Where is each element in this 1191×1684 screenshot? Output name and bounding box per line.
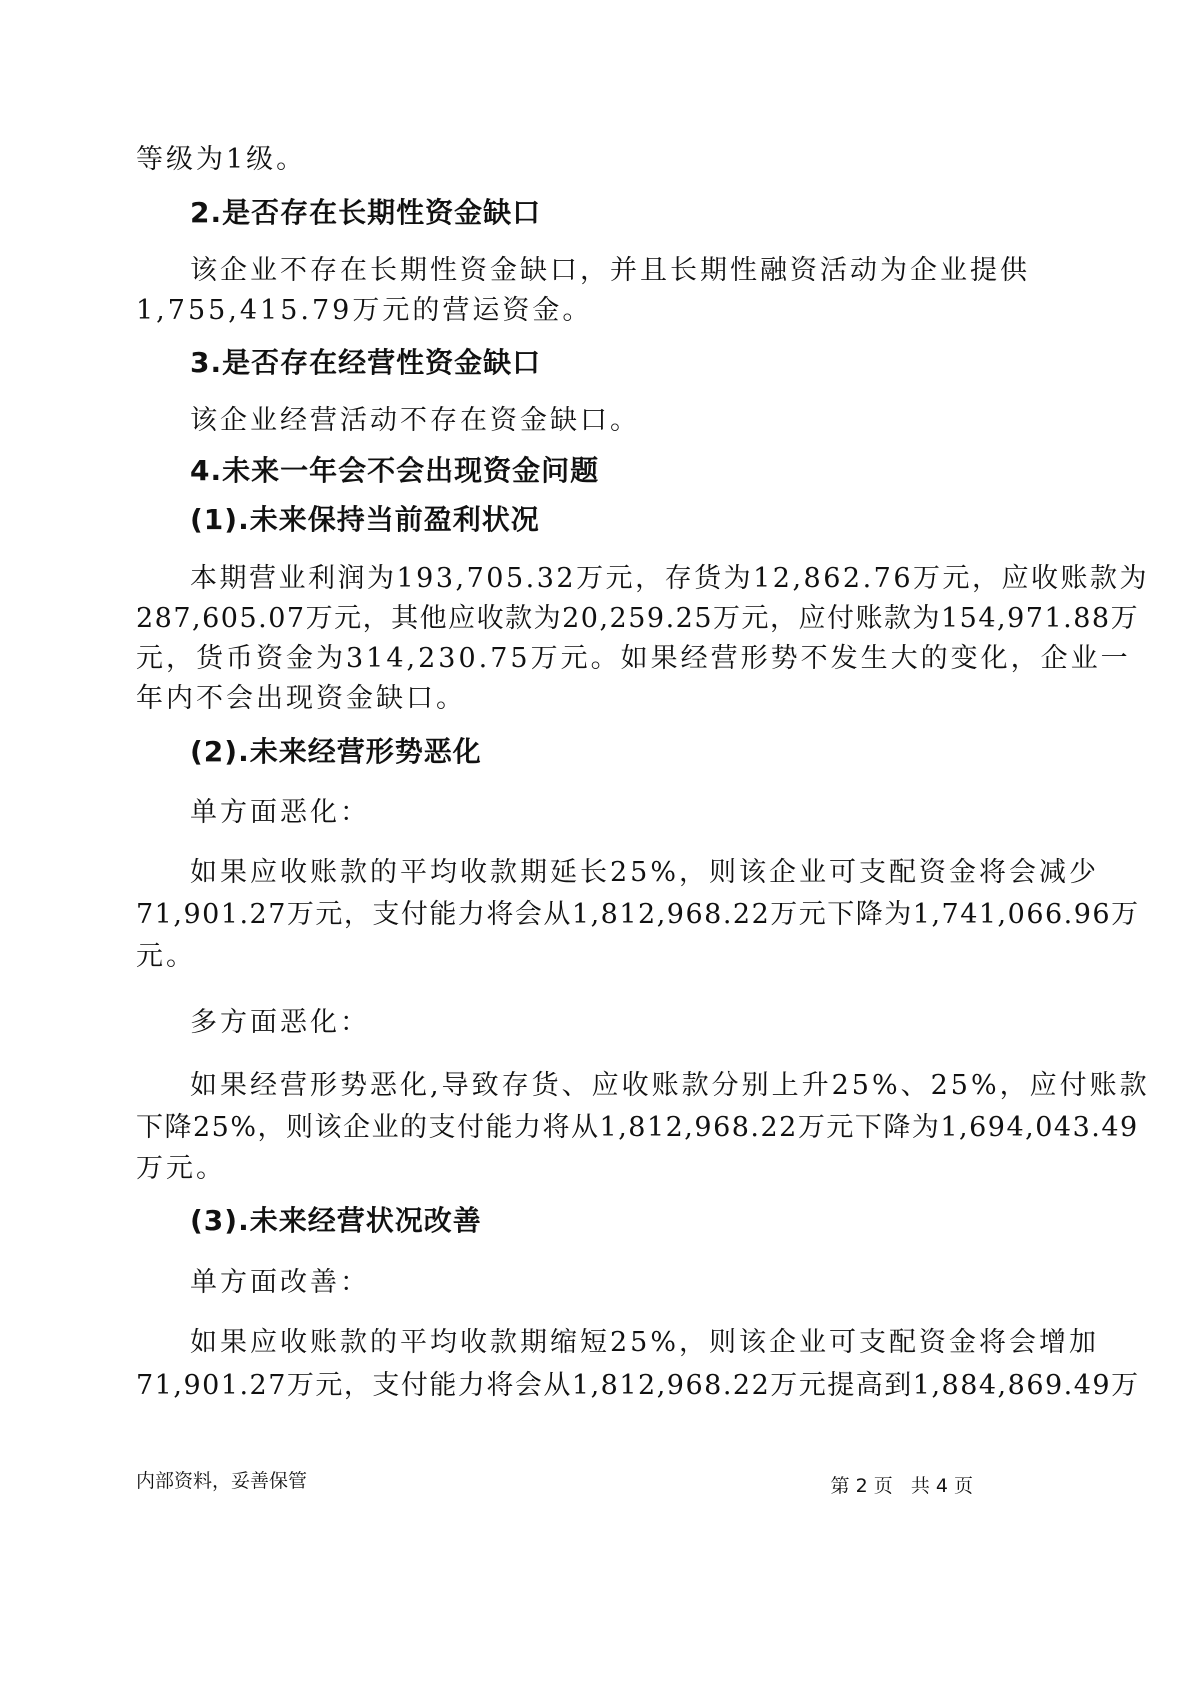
body-line: 如果经营形势恶化,导致存货、应收账款分别上升25%、25%，应付账款	[190, 1070, 1150, 1101]
body-line: 本期营业利润为193,705.32万元，存货为12,862.76万元，应收账款为	[190, 563, 1150, 594]
subsection-heading: (1).未来保持当前盈利状况	[190, 503, 540, 536]
section-heading: 2.是否存在长期性资金缺口	[190, 196, 542, 229]
subsection-heading: (2).未来经营形势恶化	[190, 735, 482, 768]
body-line: 元，货币资金为314,230.75万元。如果经营形势不发生大的变化，企业一	[136, 643, 1131, 674]
body-line: 71,901.27万元，支付能力将会从1,812,968.22万元提高到1,884,869.49万	[136, 1370, 1140, 1401]
body-line: 71,901.27万元，支付能力将会从1,812,968.22万元下降为1,741,066.96万	[136, 899, 1140, 930]
body-line: 如果应收账款的平均收款期缩短25%，则该企业可支配资金将会增加	[190, 1327, 1100, 1358]
footer-confidential-note: 内部资料，妥善保管	[136, 1470, 308, 1492]
body-line: 如果应收账款的平均收款期延长25%，则该企业可支配资金将会减少	[190, 857, 1100, 888]
body-line: 该企业不存在长期性资金缺口，并且长期性融资活动为企业提供	[190, 255, 1030, 286]
section-heading: 4.未来一年会不会出现资金问题	[190, 454, 600, 487]
section-heading: 3.是否存在经营性资金缺口	[190, 346, 542, 379]
body-line: 元。	[136, 941, 196, 972]
body-line: 1,755,415.79万元的营运资金。	[136, 295, 593, 326]
body-line: 单方面改善：	[190, 1267, 370, 1298]
body-line: 年内不会出现资金缺口。	[136, 683, 466, 714]
body-line: 万元。	[136, 1153, 226, 1184]
body-line: 多方面恶化：	[190, 1007, 370, 1038]
body-line: 下降25%，则该企业的支付能力将从1,812,968.22万元下降为1,694,043.49	[136, 1112, 1139, 1143]
subsection-heading: (3).未来经营状况改善	[190, 1204, 482, 1237]
body-line: 等级为1级。	[136, 144, 307, 175]
body-line: 该企业经营活动不存在资金缺口。	[190, 405, 640, 436]
body-line: 287,605.07万元，其他应收款为20,259.25万元，应付账款为154,971.88万	[136, 603, 1140, 634]
footer-page-number: 第 2 页 共 4 页	[830, 1475, 973, 1497]
body-line: 单方面恶化：	[190, 797, 370, 828]
